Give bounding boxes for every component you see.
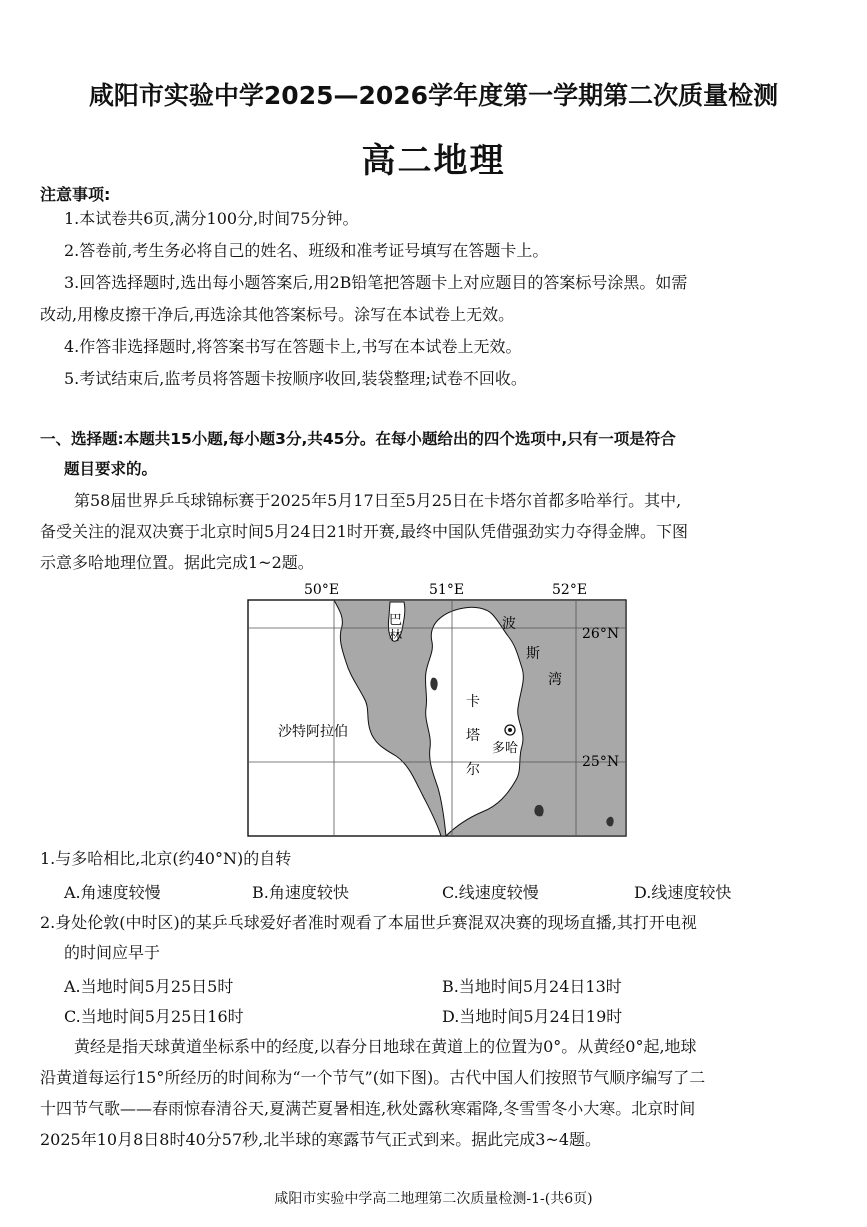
q1-option-a: A.角速度较慢 bbox=[64, 883, 161, 902]
q1-option-d: D.线速度较快 bbox=[634, 883, 732, 902]
lon-label-52: 52°E bbox=[552, 582, 588, 598]
notice-item: 1.本试卷共6页,满分100分,时间75分钟。 bbox=[64, 209, 359, 228]
label-gulf-2: 斯 bbox=[526, 646, 540, 662]
notice-item: 3.回答选择题时,选出每小题答案后,用2B铅笔把答题卡上对应题目的答案标号涂黑。如需 bbox=[64, 273, 688, 292]
label-qatar-3: 尔 bbox=[466, 762, 480, 778]
section-heading: 一、选择题:本题共15小题,每小题3分,共45分。在每小题给出的四个选项中,只有一项是符合 bbox=[40, 430, 676, 448]
passage2-line: 黄经是指天球黄道坐标系中的经度,以春分日地球在黄道上的位置为0°。从黄经0°起,地球 bbox=[74, 1037, 697, 1056]
label-bahrain-2: 林 bbox=[389, 629, 403, 644]
page-footer: 咸阳市实验中学高二地理第二次质量检测-1-(共6页) bbox=[274, 1191, 593, 1207]
label-qatar-2: 塔 bbox=[466, 728, 480, 744]
map-svg bbox=[246, 580, 636, 840]
lon-label-51: 51°E bbox=[429, 582, 465, 598]
passage2-line: 2025年10月8日8时40分57秒,北半球的寒露节气正式到来。据此完成3~4题。 bbox=[40, 1130, 602, 1149]
q1-option-c: C.线速度较慢 bbox=[442, 883, 539, 902]
q2-option-a: A.当地时间5月25日5时 bbox=[64, 977, 234, 996]
q2-stem: 2.身处伦敦(中时区)的某乒乓球爱好者准时观看了本届世乒赛混双决赛的现场直播,其打开电视 bbox=[40, 913, 697, 932]
passage2-line: 十四节气歌——春雨惊春清谷天,夏满芒夏暑相连,秋处露秋寒霜降,冬雪雪冬小大寒。北京时间 bbox=[40, 1099, 696, 1118]
passage-line: 示意多哈地理位置。据此完成1~2题。 bbox=[40, 553, 314, 572]
lon-label-50: 50°E bbox=[304, 582, 340, 598]
notice-item: 4.作答非选择题时,将答案书写在答题卡上,书写在本试卷上无效。 bbox=[64, 337, 522, 356]
q2-option-c: C.当地时间5月25日16时 bbox=[64, 1007, 244, 1026]
label-bahrain-1: 巴 bbox=[389, 613, 403, 628]
passage2-line: 沿黄道每运行15°所经历的时间称为“一个节气”(如下图)。古代中国人们按照节气顺序编写了二 bbox=[40, 1068, 706, 1087]
lat-label-26: 26°N bbox=[582, 626, 620, 642]
notice-heading: 注意事项: bbox=[40, 185, 111, 204]
q2-option-d: D.当地时间5月24日19时 bbox=[442, 1007, 623, 1026]
label-gulf-3: 湾 bbox=[548, 672, 562, 688]
section-heading-cont: 题目要求的。 bbox=[64, 460, 158, 478]
small-island bbox=[534, 805, 543, 816]
q2-stem-cont: 的时间应早于 bbox=[64, 943, 161, 962]
label-qatar-1: 卡 bbox=[466, 694, 480, 710]
exam-subject: 高二地理 bbox=[361, 141, 506, 181]
q1-option-b: B.角速度较快 bbox=[252, 883, 349, 902]
label-doha: 多哈 bbox=[492, 741, 519, 756]
label-gulf-1: 波 bbox=[502, 616, 516, 632]
q1-stem: 1.与多哈相比,北京(约40°N)的自转 bbox=[40, 849, 292, 868]
q2-option-b: B.当地时间5月24日13时 bbox=[442, 977, 622, 996]
notice-item: 2.答卷前,考生务必将自己的姓名、班级和准考证号填写在答题卡上。 bbox=[64, 241, 549, 260]
doha-capital-dot bbox=[508, 728, 512, 732]
notice-item: 5.考试结束后,监考员将答题卡按顺序收回,装袋整理;试卷不回收。 bbox=[64, 369, 527, 388]
doha-location-map bbox=[246, 580, 636, 840]
lat-label-25: 25°N bbox=[582, 754, 620, 770]
label-saudi: 沙特阿拉伯 bbox=[278, 724, 348, 740]
passage-line: 第58届世界乒乓球锦标赛于2025年5月17日至5月25日在卡塔尔首都多哈举行。其中, bbox=[74, 491, 682, 510]
notice-item: 改动,用橡皮擦干净后,再选涂其他答案标号。涂写在本试卷上无效。 bbox=[40, 305, 515, 324]
passage-line: 备受关注的混双决赛于北京时间5月24日21时开赛,最终中国队凭借强劲实力夺得金牌。下图 bbox=[40, 522, 688, 541]
exam-title: 咸阳市实验中学2025—2026学年度第一学期第二次质量检测 bbox=[88, 81, 779, 110]
